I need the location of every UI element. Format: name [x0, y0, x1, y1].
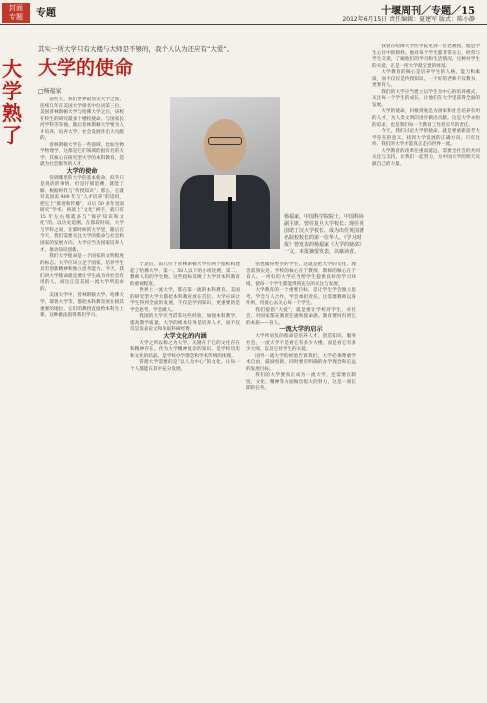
paragraph: 我们提倡“大爱”，就是要让学校对学生、对社会、对国家都充满责任感和使命感。教育要回归到它的本质——育人。	[246, 307, 356, 326]
paragraph: 今天，我们讨论大学的使命，就是要重新思考大学存在的意义，找到大学发展的正确方向。只有这样，我们的大学才能真正走向世界一流。	[372, 129, 480, 148]
paragraph: 大学之所以称之为大学，关键在于它的文化存在和精神存在。作为大学精神复杂的知识，是学校历史和文化的结晶，是学校办学理念和学术传统的体现。	[130, 340, 240, 359]
issue-date-line: 2012年6月15日 责任编辑：夏建军 版式：陈小静	[342, 16, 475, 23]
article-column-2	[130, 97, 166, 257]
paragraph: 大学的使命，归根到底是为国家和社会培养有用的人才，为人类文明的进步做出贡献。这是大学永恒的追求，也是我们每一个教育工作者应尽的责任。	[372, 109, 480, 128]
page-header	[0, 0, 487, 26]
subheading: 大学的使命	[66, 168, 98, 176]
article-byline: □杨福家	[38, 88, 62, 95]
paragraph: 美国大学中，普林斯顿大学、哈佛大学、耶鲁大学等，都把本科教育放在极其重要的地位。它们的教授直接给本科生上课，这种做法值得我们学习。	[40, 293, 124, 319]
subheading: 大学文化的内涵	[163, 333, 207, 341]
paragraph: 我国的大学应当借鉴这些经验，加强本科教学，提高教学质量。大学的根本任务是培养人才，而不仅仅是发表论文和争取科研经费。	[130, 314, 240, 333]
portrait-glasses	[208, 137, 242, 145]
paragraph: 大学所肩负的使命是培养人才、创造知识、服务社会。一流大学不是看它有多少大楼，而是看它有多少大师，以及它对学生的关爱。	[246, 334, 356, 353]
paragraph: 前些天，我们世界最顶尖大学之间，连续几年在美国大学排名中位居第三位。美国普林斯顿大学与哈佛大学之后，该校在校生的研究最多十楼校使命。与国家长河学科等等抽。随后普林斯顿大学要为人才培养，培养大学，社会发展作出大贡献的。	[40, 97, 124, 142]
article-headline: 大学的使命	[38, 57, 134, 79]
paragraph: 我曾在哈佛大学医学院见到一位老教授，他是学生心目中的榜样。他对每个学生都非常关心，经常与学生交谈，了解他们的学习和生活情况。这种对学生的关爱，正是一所大学最宝贵的财富。	[372, 44, 480, 69]
paragraph: 别也做得更少的学生，这就是把大学的文化、理念落到实处。学校的核心在于教师，教师的核心在于育人。一所好的大学应当给学生提供良好的学习环境，使每一个学生都能得到充分的关注与发展。	[246, 262, 356, 287]
paragraph: 于灵后，前几位于普林斯顿大学有两个指标构建起了哈佛大学，第一。50人以下的小班比例，第二，教师人均的学生数。这些指标反映了大学对本科教育的重视程度。	[130, 262, 240, 287]
article-column-1	[40, 97, 124, 697]
paragraph: 大学教育的核心是培养学生的人格、能力和素质，而不仅仅是传授知识。一个好的老师不仅教书，更要育人。	[372, 70, 480, 89]
photo-caption: 杨福家，中国科学院院士，中国科协副主席、曾任复旦大学校长；现任英国诺丁汉大学校长、成为出任英国著名院校校长的第一位华人。《学习时报》曾发表的杨福家《大学的使命》一文，本报摘要发表，以飨读者。	[284, 214, 365, 255]
article-column-4	[372, 44, 480, 697]
section-badge: 封面 专题	[2, 3, 30, 23]
header-rule	[0, 24, 487, 25]
paragraph: 管理大学需要的是“以人为中心”的文化，让每一个人都能在其中充分发展。	[130, 360, 240, 372]
subheading: 一流大学的启示	[279, 326, 323, 334]
paragraph: 我们大学使命是一个国家的文明程度的标志。大学应该立足于国家，培养学生具有创新精神和独立思考能力。今天，我们讲大学使命就是要让学生成为对社会有用的人，而这正是美国一流大学所追求的。	[40, 254, 124, 292]
paragraph: 我们的大学要真正成为一流大学，还需要在制度、文化、精神等方面做出很大的努力，这是一项长期的任务。	[246, 373, 356, 392]
article-column-2	[130, 262, 240, 697]
microphone-icon	[228, 197, 232, 249]
section-sidebar-label: 大学熟了	[2, 57, 22, 147]
article-deck: 其实一所大学只有大楼与大师是不够的，我个人认为还应有“大爱”。	[38, 45, 234, 53]
portrait-shirt	[214, 175, 236, 201]
article-column-3	[246, 262, 356, 697]
newspaper-name: 十堰周刊／专题／15	[381, 6, 475, 17]
paragraph: 你到哪里的大学的基本使命，似乎只是说话的事情，但是仔细追溯，就能了解，根据时代与“传授知识”；那么，它就对美国说 400 年与“人才培养”的适用，把它上“推进和传播”，日后 50 多年里面研究“学术；两项上“文化”两字，就只有 15 年左右那就多与“保护知识和文化”的。以历史追溯，在那段时间，大学与学科之间，在那时候的大学里，随后在今天，我们需要关注大学的使命与社会和国家的发展方向，大学应当为国家培养人才，推动知识创新。	[40, 175, 124, 253]
paragraph: 国外一流大学的经验告诉我们，大学必须尊重学术自由，鼓励创新，同时要有明确的办学理念和长远的发展目标。	[246, 353, 356, 372]
portrait-face	[204, 119, 246, 171]
paragraph: 普林斯顿大学在一些领域，比如生物学物理学，这都是它们领域的很有名的大学；其核心在研究型大学的本科教育，造就为社会服务的人才。	[40, 142, 124, 168]
paragraph: 我们的大学应当建立以学生为中心的培养模式，关注每一个学生的成长，让他们在大学里获得全面的发展。	[372, 89, 480, 108]
topic-label: 专题	[36, 8, 56, 19]
paragraph: 世界上一流大学，都在第一流的本科教育。美国的研究型大学大都把本科教育放在首位。大学应该让学生得到全面的发展，不仅是学到知识，更重要的是学会思考、学会做人。	[130, 288, 240, 313]
author-portrait-photo	[170, 97, 280, 249]
paragraph: 大学教育的一个重要目标，是让学生学会独立思考，学会与人合作，学会承担责任。这需要教师以身作则，用爱心去关心每一个学生。	[246, 288, 356, 307]
paragraph: 大学教育的改革任重而道远，需要全社会的共同关注与支持。让我们一起努力，为中国大学的明天贡献自己的力量。	[372, 148, 480, 167]
